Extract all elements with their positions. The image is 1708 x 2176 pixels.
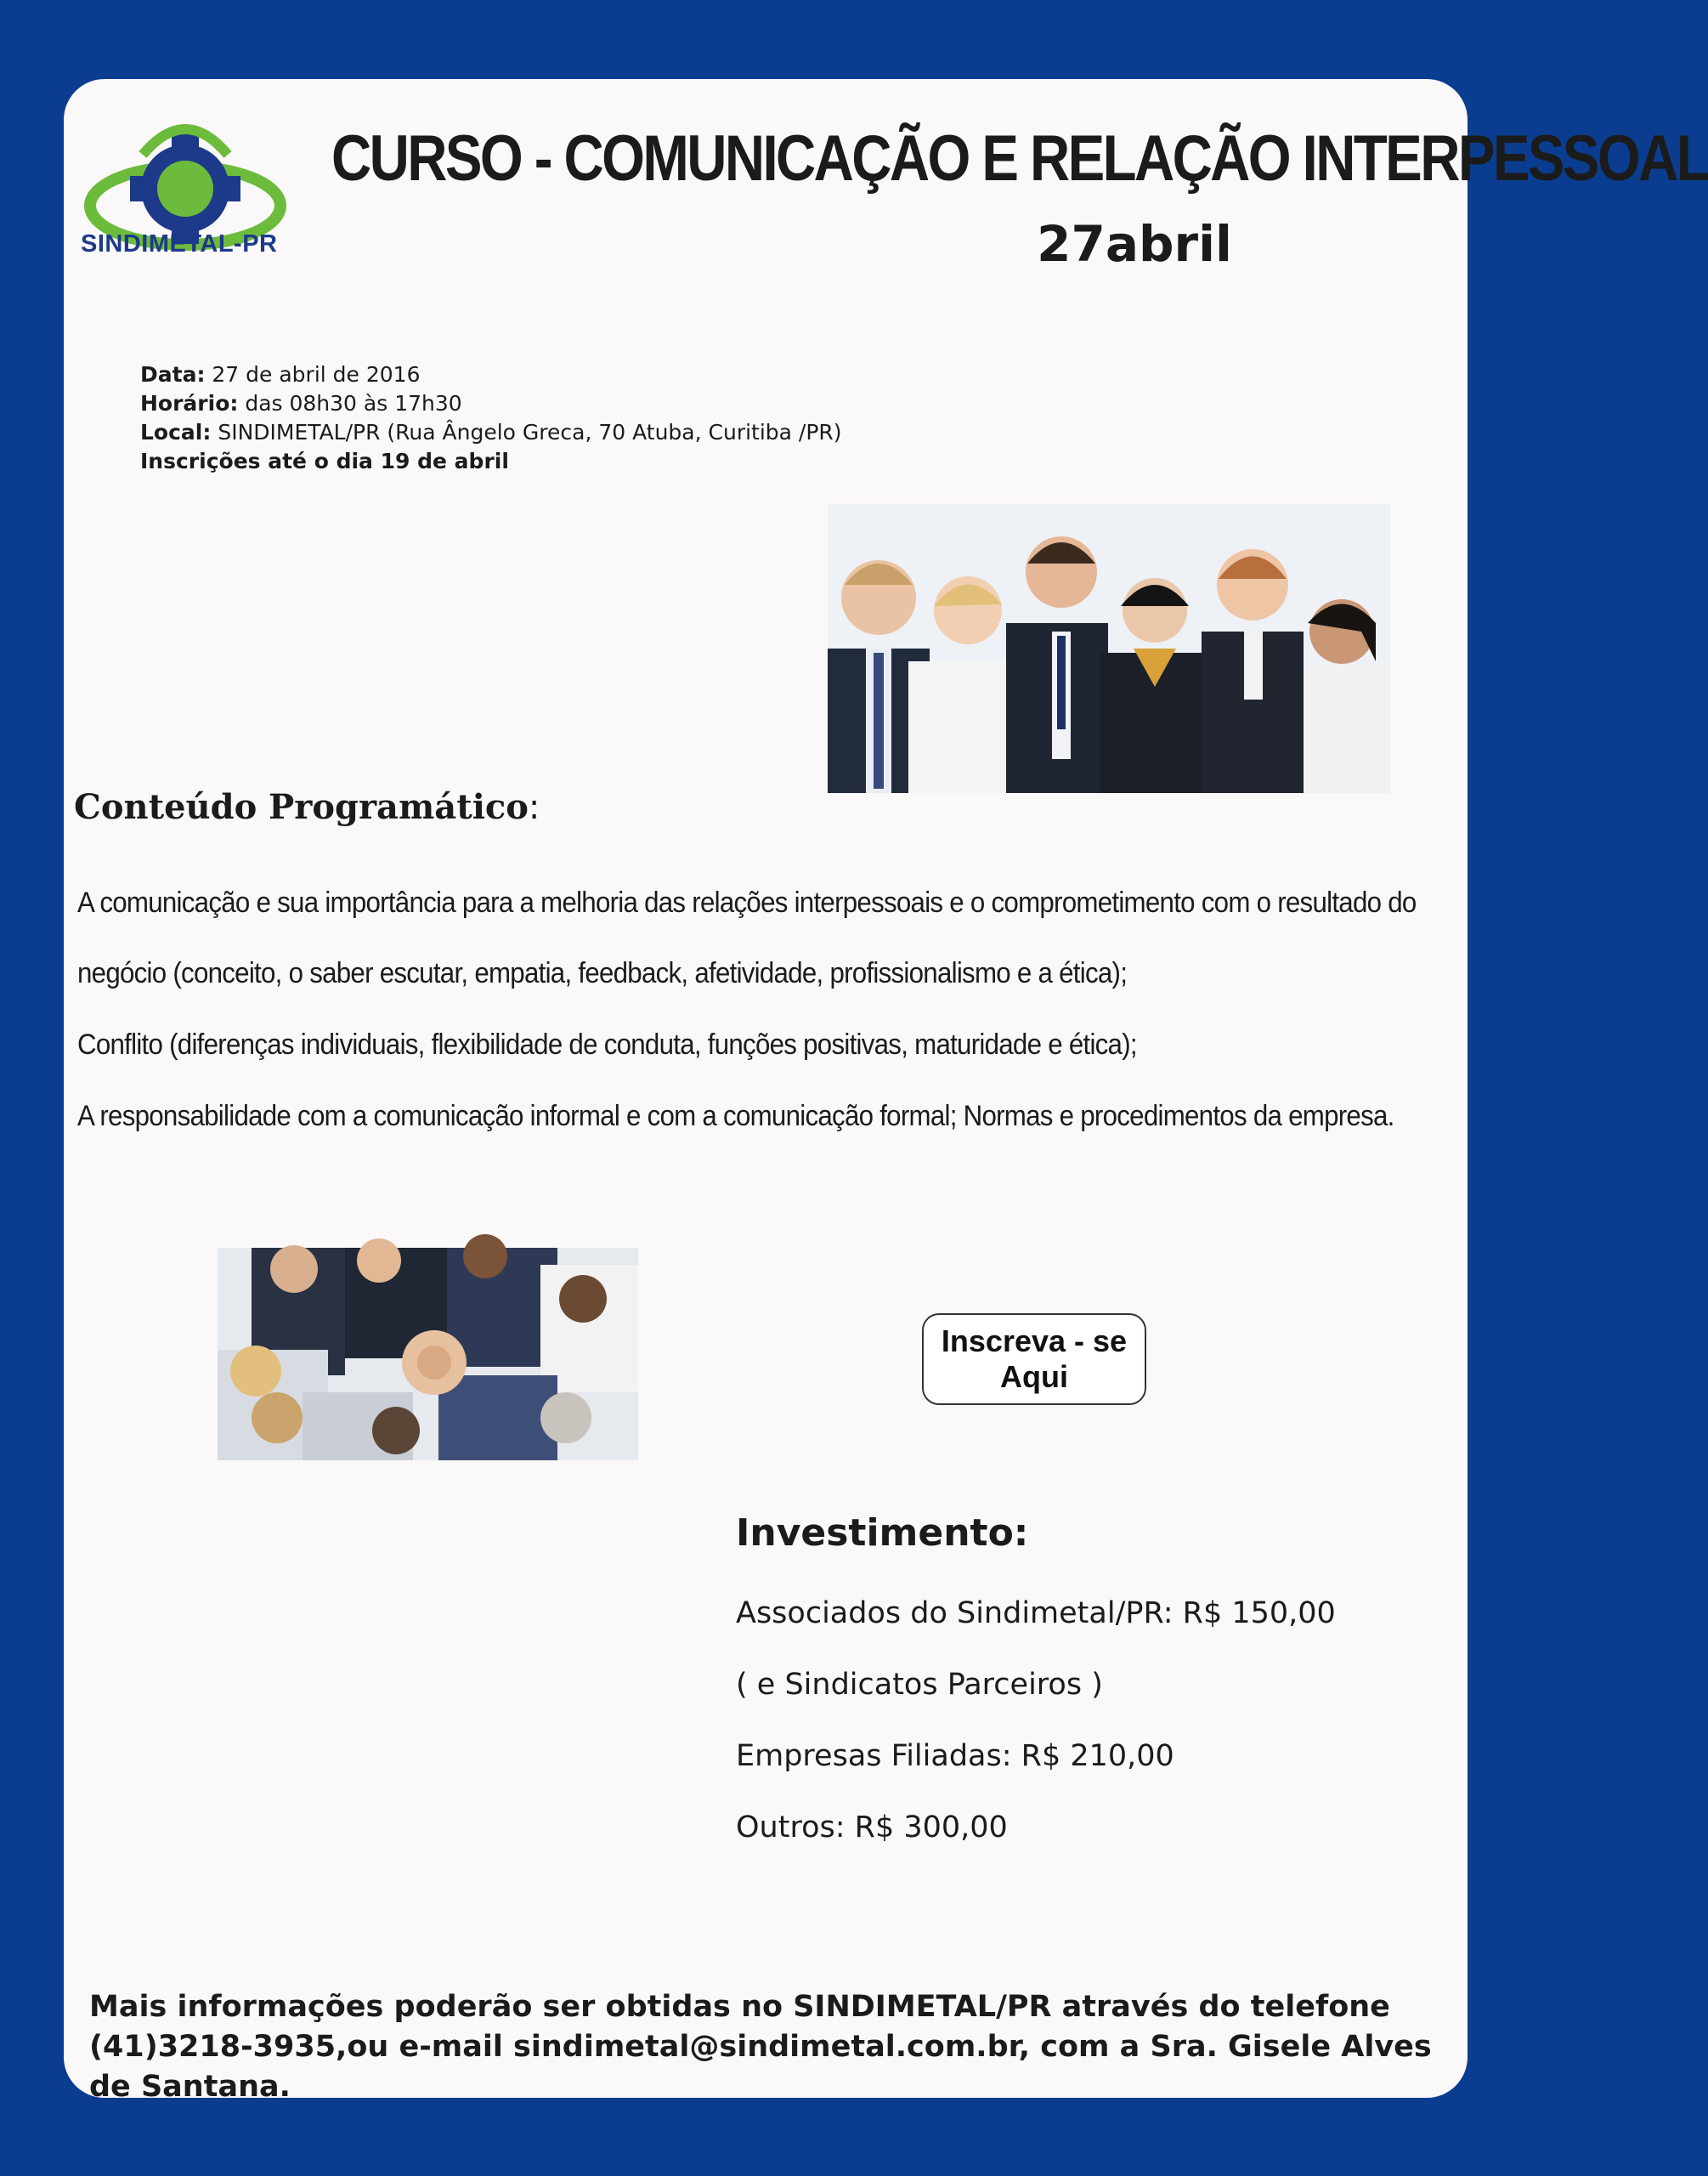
time-row — [140, 389, 842, 418]
business-team-photo — [828, 504, 1390, 793]
footer-line: (41)3218-3935,ou e-mail sindimetal@sindimetal.com.br, com a Sra. Gisele Alves de Santana. — [89, 2030, 1432, 2104]
content-line: negócio (conceito, o saber escutar, empatia, feedback, afetividade, profissionalismo e a ética); — [77, 957, 1128, 989]
signup-button[interactable] — [922, 1313, 1146, 1405]
price-line: Empresas Filiadas: R$ 210,00 — [736, 1739, 1174, 1773]
place-label: Local: — [140, 420, 212, 445]
time-value: das 08h30 às 17h30 — [238, 391, 462, 416]
price-line: Outros: R$ 300,00 — [736, 1810, 1008, 1844]
content-heading: Conteúdo Programático: — [74, 787, 540, 827]
course-info — [140, 360, 842, 476]
signup-label-line2: Aqui — [1000, 1359, 1068, 1394]
date-label: Data: — [140, 362, 206, 387]
logo-text: SINDIMETAL-PR — [81, 230, 278, 258]
content-line: Conflito (diferenças individuais, flexibilidade de conduta, funções positivas, maturidade e ética); — [77, 1028, 1137, 1061]
time-label: Horário: — [140, 391, 239, 416]
team-hands-photo — [218, 1248, 638, 1460]
date-value: 27 de abril de 2016 — [205, 362, 421, 387]
signup-label-line1: Inscreva - se — [941, 1323, 1128, 1358]
page-title: CURSO - COMUNICAÇÃO E RELAÇÃO INTERPESSOAL — [331, 122, 1708, 195]
footer-line: Mais informações poderão ser obtidas no SINDIMETAL/PR através do telefone — [89, 1990, 1390, 2024]
date-row — [140, 360, 842, 389]
investment-heading: Investimento: — [736, 1511, 1029, 1555]
flyer-card — [64, 79, 1708, 2104]
content-line: A comunicação e sua importância para a melhoria das relações interpessoais e o comprometimento com o resultado do — [77, 887, 1417, 919]
place-value: SINDIMETAL/PR (Rua Ângelo Greca, 70 Atuba, Curitiba /PR) — [211, 420, 842, 445]
price-line: ( e Sindicatos Parceiros ) — [736, 1668, 1103, 1702]
registration-deadline: Inscrições até o dia 19 de abril — [140, 449, 509, 473]
content-line: A responsabilidade com a comunicação informal e com a comunicação formal; Normas e procedimentos da empresa. — [77, 1100, 1394, 1132]
place-row — [140, 418, 842, 447]
price-line: Associados do Sindimetal/PR: R$ 150,00 — [736, 1596, 1336, 1630]
contact-footer — [89, 1987, 1457, 2107]
course-date-headline: 27abril — [1037, 215, 1232, 273]
